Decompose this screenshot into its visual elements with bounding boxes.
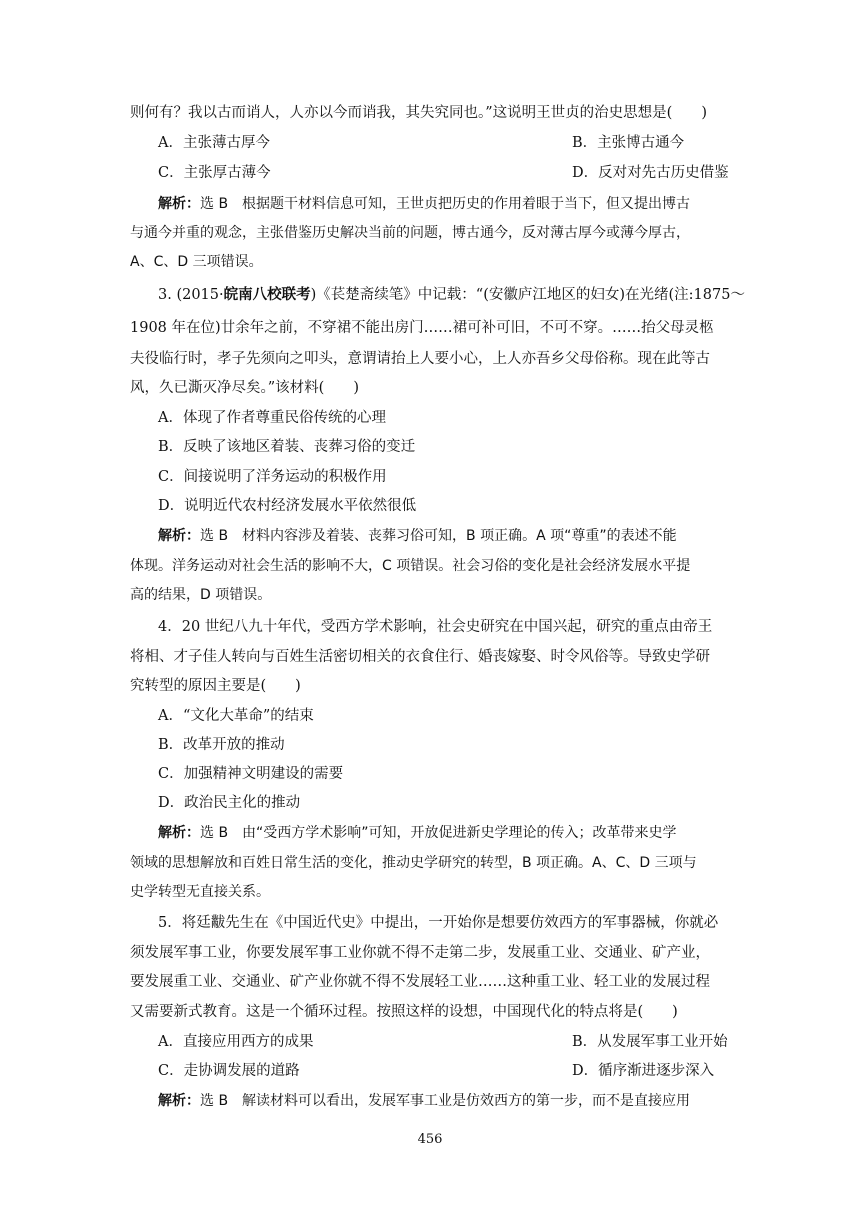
- q4-analysis-line-1: 解析：选 B 由“受西方学术影响”可知，开放促进新史学理论的传入；改革带来史学: [158, 825, 677, 841]
- q5-option-d: D．循序渐进逐步深入: [572, 1063, 715, 1079]
- q4-option-a: A．“文化大革命”的结束: [158, 708, 314, 724]
- q5-option-a: A．直接应用西方的成果: [158, 1034, 314, 1050]
- analysis-label: 解析：: [158, 1093, 200, 1109]
- analysis-label: 解析：: [158, 825, 200, 841]
- q2-option-a: A．主张薄古厚今: [158, 135, 270, 151]
- q2-analysis-line-3: A、C、D 三项错误。: [130, 254, 263, 270]
- q3-stem-line-3: 夫役临行时，孝子先须向之叩头，意谓请抬上人要小心，上人亦吾乡父母俗称。现在此等古: [130, 351, 710, 367]
- analysis-label: 解析：: [158, 196, 200, 212]
- q4-option-b: B．改革开放的推动: [158, 737, 285, 753]
- source-label: 皖南八校联考: [223, 286, 311, 303]
- q2-analysis-line-2: 与通今并重的观念，主张借鉴历史解决当前的问题，博古通今，反对薄古厚今或薄今厚古，: [130, 225, 690, 241]
- q2-option-b: B．主张博古通今: [572, 135, 685, 151]
- q3-stem-line-4: 风，久已澌灭净尽矣。”该材料( ): [130, 380, 359, 396]
- q3-option-a: A．体现了作者尊重民俗传统的心理: [158, 410, 386, 426]
- q4-option-d: D．政治民主化的推动: [158, 795, 301, 811]
- q2-options-row-2: [158, 163, 768, 183]
- q5-options-row-2: [158, 1061, 768, 1081]
- q4-option-c: C．加强精神文明建设的需要: [158, 766, 344, 782]
- analysis-label: 解析：: [158, 528, 200, 544]
- q5-option-b: B．从发展军事工业开始: [572, 1034, 728, 1050]
- q3-analysis-line-3: 高的结果，D 项错误。: [130, 587, 272, 603]
- q4-stem-line-2: 将相、才子佳人转向与百姓生活密切相关的衣食住行、婚丧嫁娶、时令风俗等。导致史学研: [130, 649, 710, 665]
- q3-option-c: C．间接说明了洋务运动的积极作用: [158, 469, 387, 485]
- q4-analysis-line-3: 史学转型无直接关系。: [130, 884, 270, 900]
- q5-option-c: C．走协调发展的道路: [158, 1063, 300, 1079]
- q2-option-c: C．主张厚古薄今: [158, 165, 271, 181]
- q4-stem-line-1: 4．20 世纪八九十年代，受西方学术影响，社会史研究在中国兴起，研究的重点由帝王: [158, 619, 713, 635]
- q3-analysis-line-2: 体现。洋务运动对社会生活的影响不大，C 项错误。社会习俗的变化是社会经济发展水平提: [130, 558, 691, 574]
- q2-options-row-1: [158, 133, 768, 153]
- q3-analysis-line-1: 解析：选 B 材料内容涉及着装、丧葬习俗可知，B 项正确。A 项“尊重”的表述不能: [158, 528, 677, 544]
- q3-option-b: B．反映了该地区着装、丧葬习俗的变迁: [158, 439, 416, 455]
- q3-option-d: D．说明近代农村经济发展水平依然很低: [158, 498, 417, 514]
- q5-analysis-line-1: 解析：选 B 解读材料可以看出，发展军事工业是仿效西方的第一步，而不是直接应用: [158, 1093, 691, 1109]
- q4-analysis-line-2: 领域的思想解放和百姓日常生活的变化，推动史学研究的转型，B 项正确。A、C、D 三项与: [130, 855, 697, 871]
- q4-stem-line-3: 究转型的原因主要是( ): [130, 678, 301, 694]
- page-number: 456: [417, 1132, 443, 1147]
- q3-stem-line-1: 3. (2015·皖南八校联考)《苌楚斋续笔》中记载：“(安徽庐江地区的妇女)在光绪(注:1875～: [158, 286, 745, 303]
- q5-stem-line-1: 5．将廷黻先生在《中国近代史》中提出，一开始你是想要仿效西方的军事器械，你就必: [158, 915, 719, 931]
- q2-analysis-line-1: 解析：选 B 根据题干材料信息可知，王世贞把历史的作用着眼于当下，但又提出博古: [158, 196, 691, 212]
- q2-stem-line: 则何有？我以古而诮人，人亦以今而诮我，其失究同也。”这说明王世贞的治史思想是( ): [130, 105, 707, 121]
- q5-options-row-1: [158, 1032, 768, 1052]
- q2-option-d: D．反对对先古历史借鉴: [572, 165, 729, 181]
- q5-stem-line-4: 又需要新式教育。这是一个循环过程。按照这样的设想，中国现代化的特点将是( ): [130, 1004, 678, 1020]
- q3-stem-line-2: 1908 年在位)廿余年之前，不穿裙不能出房门……裙可补可旧，不可不穿。……抬父母灵柩: [130, 320, 714, 336]
- q5-stem-line-2: 须发展军事工业，你要发展军事工业你就不得不走第二步，发展重工业、交通业、矿产业，: [130, 945, 710, 961]
- q5-stem-line-3: 要发展重工业、交通业、矿产业你就不得不发展轻工业……这种重工业、轻工业的发展过程: [130, 974, 710, 990]
